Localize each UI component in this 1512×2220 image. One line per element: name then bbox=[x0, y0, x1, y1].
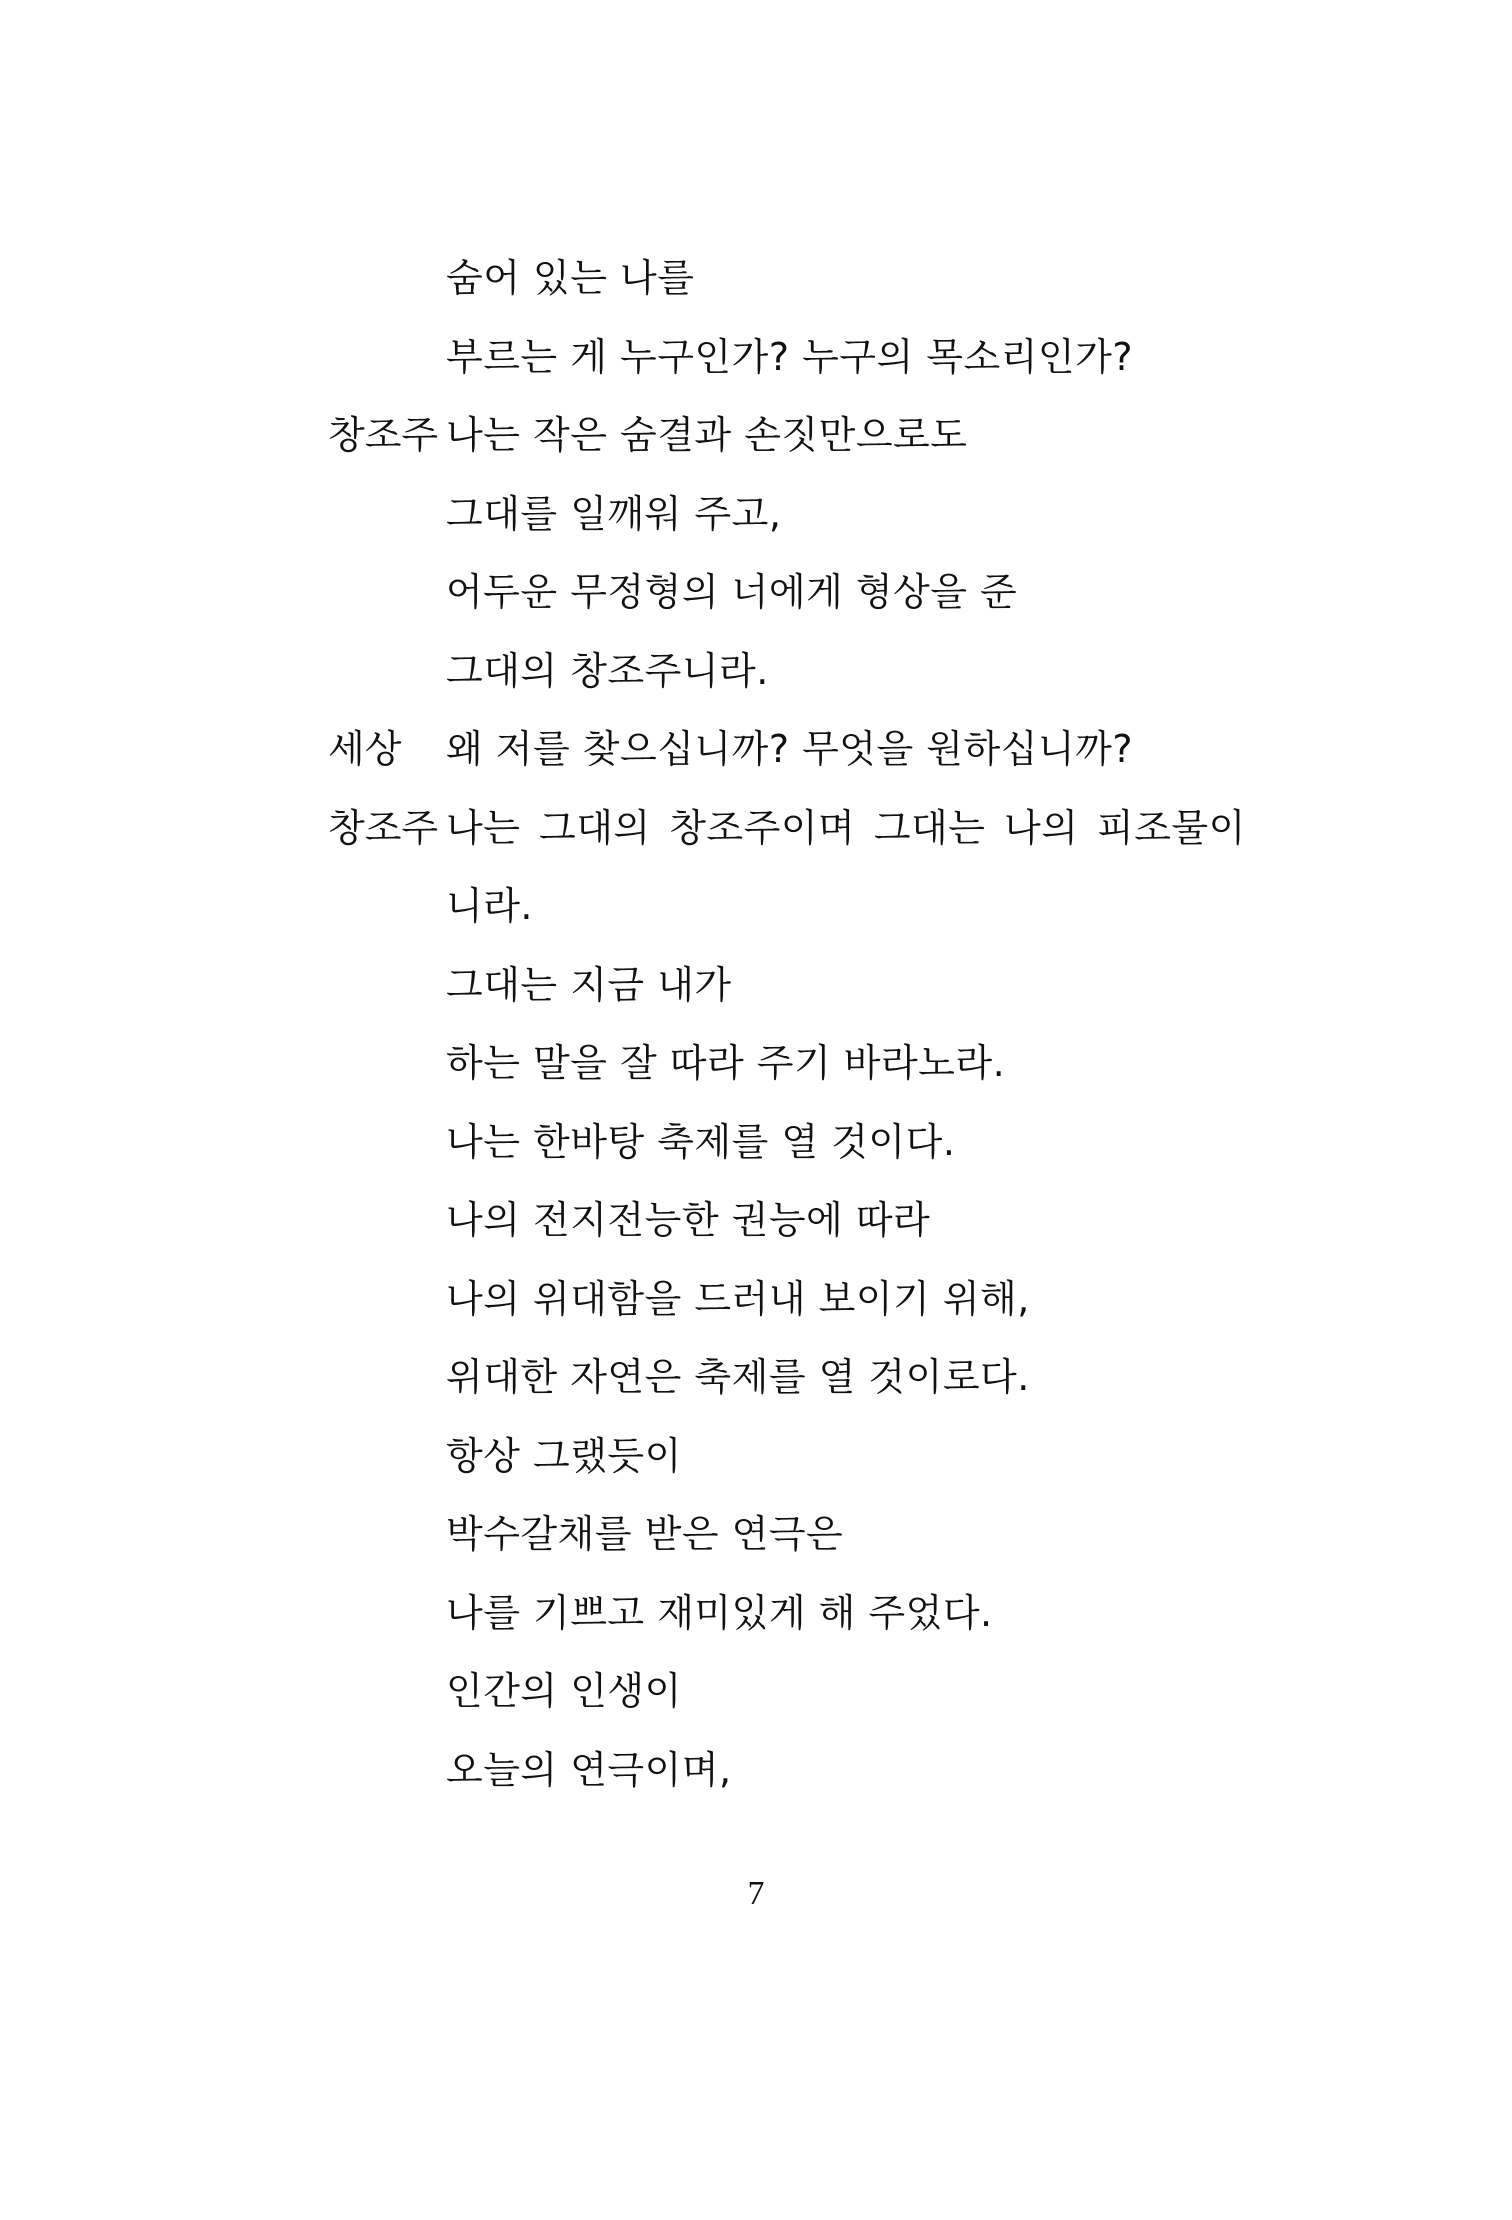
script-line bbox=[328, 1269, 1328, 1348]
dialogue-text: 나는 한바탕 축제를 열 것이다. bbox=[446, 1119, 956, 1164]
script-line bbox=[328, 719, 1328, 798]
dialogue-text: 나의 위대함을 드러내 보이기 위해, bbox=[446, 1276, 1030, 1321]
script-line bbox=[328, 327, 1328, 406]
dialogue-text: 나는 그대의 창조주이며 그대는 나의 피조물이 bbox=[446, 805, 1246, 850]
script-line bbox=[328, 484, 1328, 563]
script-line bbox=[328, 1033, 1328, 1112]
script-line bbox=[328, 1112, 1328, 1191]
dialogue-text: 오늘의 연극이며, bbox=[446, 1747, 732, 1792]
dialogue-text: 부르는 게 누구인가? 누구의 목소리인가? bbox=[446, 334, 1133, 379]
dialogue-text: 위대한 자연은 축제를 열 것이로다. bbox=[446, 1355, 1030, 1399]
speaker-name: 창조주 bbox=[328, 413, 439, 457]
dialogue-text: 니라. bbox=[446, 884, 533, 928]
dialogue-text: 그대를 일깨워 주고, bbox=[446, 491, 782, 536]
script-line bbox=[328, 798, 1328, 877]
script-line bbox=[328, 1426, 1328, 1505]
dialogue-text: 박수갈채를 받은 연극은 bbox=[446, 1512, 844, 1556]
script-line bbox=[328, 248, 1328, 327]
script-line bbox=[328, 1583, 1328, 1662]
dialogue-text: 그대는 지금 내가 bbox=[446, 962, 732, 1007]
script-line bbox=[328, 1190, 1328, 1269]
dialogue-text: 항상 그랬듯이 bbox=[446, 1433, 682, 1478]
script-line bbox=[328, 1740, 1328, 1819]
dialogue-text: 하는 말을 잘 따라 주기 바라노라. bbox=[446, 1041, 1006, 1085]
dialogue-text: 나를 기쁘고 재미있게 해 주었다. bbox=[446, 1590, 993, 1635]
script-line bbox=[328, 1661, 1328, 1740]
dialogue-text: 나는 작은 숨결과 손짓만으로도 bbox=[446, 413, 968, 457]
script-body bbox=[328, 248, 1328, 1818]
script-line bbox=[328, 876, 1328, 955]
speaker-name: 창조주 bbox=[328, 805, 439, 850]
speaker-name: 세상 bbox=[328, 727, 402, 771]
script-line bbox=[328, 1504, 1328, 1583]
script-line bbox=[328, 562, 1328, 641]
script-line bbox=[328, 405, 1328, 484]
dialogue-text: 인간의 인생이 bbox=[446, 1669, 682, 1713]
dialogue-text: 어두운 무정형의 너에게 형상을 준 bbox=[446, 570, 1018, 614]
dialogue-text: 나의 전지전능한 권능에 따라 bbox=[446, 1198, 931, 1242]
script-line bbox=[328, 955, 1328, 1034]
dialogue-text: 그대의 창조주니라. bbox=[446, 648, 769, 693]
dialogue-text: 왜 저를 찾으십니까? 무엇을 원하십니까? bbox=[446, 727, 1133, 771]
script-line bbox=[328, 1347, 1328, 1426]
script-line bbox=[328, 641, 1328, 720]
dialogue-text: 숨어 있는 나를 bbox=[446, 256, 695, 300]
page-number: 7 bbox=[747, 1875, 765, 1912]
